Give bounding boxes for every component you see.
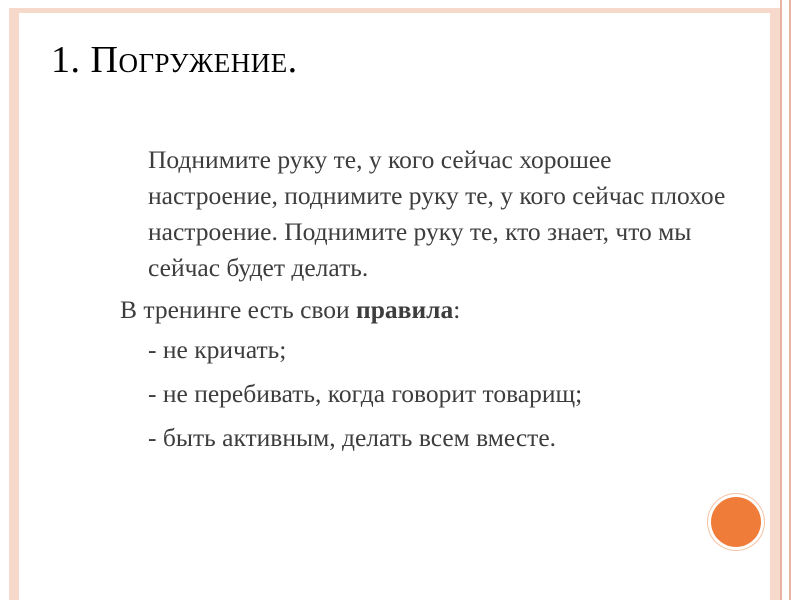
rule-item — [120, 420, 740, 456]
slide-content — [120, 142, 740, 456]
rule-text: - не кричать; — [148, 335, 287, 364]
slide-title: 1. Погружение. — [51, 39, 298, 81]
decorative-circle-icon — [711, 497, 761, 547]
rules-intro-bold: правила — [356, 295, 454, 324]
decorative-line-left — [780, 0, 782, 600]
rule-item — [120, 332, 740, 368]
bullet-item — [120, 142, 740, 286]
rule-text: - не перебивать, когда говорит товарищ; — [148, 379, 583, 408]
decorative-line-right — [789, 0, 791, 600]
rules-intro — [120, 292, 740, 328]
rule-item — [120, 376, 740, 412]
rule-text: - быть активным, делать всем вместе. — [148, 423, 557, 452]
bullet-text: Поднимите руку те, у кого сейчас хорошее настроение, поднимите руку те, у кого сейчас плохое настроение. Поднимите руку те, кто знает, что мы сейчас будет делать. — [148, 145, 726, 282]
rules-intro-text: В тренинге есть свои — [120, 295, 357, 324]
rules-intro-colon: : — [453, 295, 461, 324]
